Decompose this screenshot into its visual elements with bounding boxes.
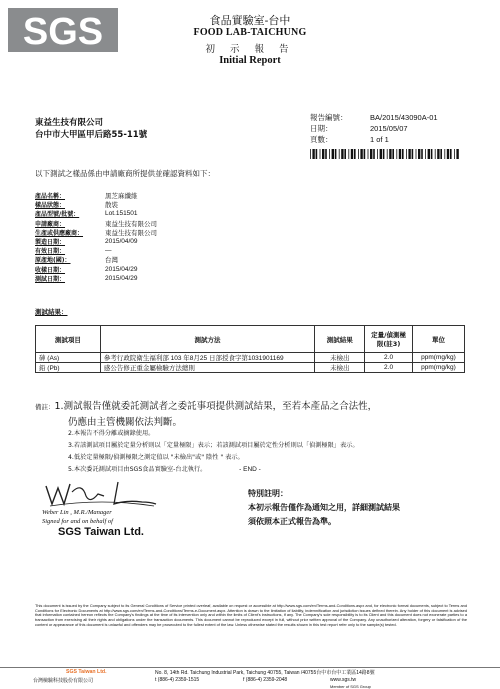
remark-1 xyxy=(35,398,377,412)
report-meta xyxy=(310,112,438,145)
barcode-bar xyxy=(425,149,426,159)
info-label: 申請廠商： xyxy=(35,220,66,228)
cell-method: 參考行政院衛生福利部 103 年8月25 日部授食字第1031901169 xyxy=(100,353,314,363)
info-label: 有效日期： xyxy=(35,248,66,256)
cell-limit: 2.0 xyxy=(365,353,413,363)
barcode xyxy=(310,146,460,156)
table-row xyxy=(36,353,465,363)
signer-block xyxy=(42,508,113,526)
barcode-bar xyxy=(348,149,349,159)
report-page-label: 頁數： xyxy=(310,135,333,144)
footer-member: Member of SGS Group xyxy=(330,684,371,689)
remark-1-line-b: 仍應由主管機關依法判斷。 xyxy=(68,417,183,428)
info-value: Lot.151501 xyxy=(105,210,138,218)
info-label: 產品型號/批號： xyxy=(35,211,80,219)
barcode-bar xyxy=(396,149,397,159)
barcode-bar xyxy=(412,149,414,159)
report-no-label: 報告編號： xyxy=(310,113,348,122)
info-value: 台灣 xyxy=(105,257,118,265)
barcode-bar xyxy=(431,149,433,159)
barcode-bar xyxy=(450,149,452,159)
info-label: 收樣日期： xyxy=(35,266,66,274)
footer-tel: t (886-4) 2359-1515 xyxy=(155,677,200,683)
intro-text: 以下測試之樣品係由申請廠商所提供並確認資料如下： xyxy=(35,169,215,178)
sample-info xyxy=(35,191,157,283)
info-row xyxy=(35,209,157,218)
special-note xyxy=(248,487,400,529)
barcode-bar xyxy=(335,149,337,159)
info-label: 測試日期： xyxy=(35,275,66,283)
remark-item: 2.本報告不得分離或摘錄使用。 xyxy=(68,430,155,437)
report-date-value: 2015/05/07 xyxy=(370,124,408,133)
footer-fax: f (886-4) 2359-2048 xyxy=(243,677,288,683)
barcode-bar xyxy=(447,149,449,159)
barcode-bar xyxy=(408,149,410,159)
barcode-bar xyxy=(360,149,362,159)
remark-item: 5.本次委託測試項目由SGS食品實驗室-台北執行。 xyxy=(68,466,207,473)
info-value: 東益生技有限公司 xyxy=(105,229,157,237)
info-value: 黑芝麻纖維 xyxy=(105,193,138,201)
barcode-bar xyxy=(454,149,455,159)
barcode-graphic xyxy=(310,149,460,159)
cell-unit: ppm(mg/kg) xyxy=(413,363,465,373)
cell-item: 砷 (As) xyxy=(36,353,101,363)
barcode-bar xyxy=(354,149,356,159)
barcode-bar xyxy=(312,149,314,159)
col-header-item: 測試項目 xyxy=(36,326,101,353)
special-note-title: 特別註明： xyxy=(248,489,288,498)
special-note-line-1: 本初示報告僅作為通知之用，詳細測試結果 xyxy=(248,503,400,512)
info-label: 樣品狀態： xyxy=(35,202,66,210)
results-table xyxy=(35,325,465,373)
signature xyxy=(42,478,162,510)
remark-item: 3.若該測試項目屬於定量分析則以「定量極限」表示；若該測試項目屬於定性分析則以「偵測極限」表示。 xyxy=(68,442,359,449)
barcode-bar xyxy=(440,149,442,159)
lab-title-zh: 食品實驗室-台中 xyxy=(209,14,291,27)
info-value: 2015/04/09 xyxy=(105,238,138,246)
remark-item: 4.低於定量極限/偵測極限之測定值以 "未檢出"或" 陰性 " 表示。 xyxy=(68,454,244,461)
cell-result: 未檢出 xyxy=(315,363,365,373)
client-address: 台中市大甲區甲后路55-11號 xyxy=(35,130,148,140)
barcode-bar xyxy=(344,149,346,159)
barcode-bar xyxy=(380,149,382,159)
barcode-bar xyxy=(444,149,445,159)
results-title: 測試結果： xyxy=(35,308,68,316)
footer-address: No. 8, 14th Rd. Taichung Industrial Park, Taichung 40755, Taiwan /40755台中市台中工業區14路8號 xyxy=(155,670,375,676)
report-no-row xyxy=(310,112,438,123)
barcode-bar xyxy=(383,149,385,159)
report-date-label: 日期： xyxy=(310,124,333,133)
barcode-bar xyxy=(322,149,324,159)
col-header-unit: 單位 xyxy=(413,326,465,353)
col-header-result: 測試結果 xyxy=(315,326,365,353)
barcode-bar xyxy=(320,149,321,159)
barcode-bar xyxy=(456,149,458,159)
client-block xyxy=(35,117,147,141)
info-value: 2015/04/29 xyxy=(105,274,138,282)
barcode-bar xyxy=(373,149,375,159)
barcode-bar xyxy=(329,149,330,159)
table-row xyxy=(36,363,465,373)
lab-title-en: FOOD LAB-TAICHUNG xyxy=(193,27,307,38)
report-page-value: 1 of 1 xyxy=(370,135,389,144)
info-row xyxy=(35,274,157,283)
barcode-bar xyxy=(418,149,420,159)
signer-company: SGS Taiwan Ltd. xyxy=(58,526,144,538)
info-value: 2015/04/29 xyxy=(105,265,138,273)
special-note-line-2: 須依照本正式報告為準。 xyxy=(248,517,336,526)
info-label: 生產或供應廠商： xyxy=(35,229,84,237)
info-label: 原產地(國)： xyxy=(35,257,71,265)
cell-result: 未檢出 xyxy=(315,353,365,363)
info-row xyxy=(35,219,157,228)
cell-method: 感公告修正重金屬檢驗方法總則 xyxy=(100,363,314,373)
barcode-bar xyxy=(339,149,340,159)
info-row xyxy=(35,200,157,209)
signer-name: Weber Lin , M.R./Manager xyxy=(42,509,112,516)
report-date-row xyxy=(310,123,438,134)
report-no-value: BA/2015/43090A-01 xyxy=(370,113,438,122)
barcode-bar xyxy=(332,149,334,159)
client-name: 東益生技有限公司 xyxy=(35,118,104,128)
info-row xyxy=(35,237,157,246)
barcode-bar xyxy=(351,149,353,159)
barcode-bar xyxy=(358,149,359,159)
footer-divider xyxy=(0,667,500,668)
barcode-bar xyxy=(364,149,366,159)
barcode-bar xyxy=(435,149,436,159)
info-row xyxy=(35,191,157,200)
info-row xyxy=(35,228,157,237)
signed-on-behalf: Signed for and on behalf of xyxy=(42,518,113,525)
footer-web: www.sgs.tw xyxy=(330,677,357,683)
disclaimer: This document is issued by the Company subject to its General Conditions of Service printed overleaf, available on request or accessible at http://www.sgs.com/en/Terms-and-Conditions.aspx and, for electronic format documents, subject to Terms and Conditions for Electronic Documents at http://www.sgs.com/en/Terms-and-Conditions/Terms-e-Document.aspx. Attention is drawn to the limitation of liability, indemnification and jurisdiction issues defined therein. Any holder of this document is advised that information contained hereon reflects the Company's findings at the time of its intervention only and within the limits of Client's instructions, if any. The Company's sole responsibility is to its Client and this document does not exonerate parties to a transaction from exercising all their rights and obligations under the transaction documents. This document cannot be reproduced except in full, without prior written approval of the Company. Any unauthorized alteration, forgery or falsification of the content or appearance of this document is unlawful and offenders may be prosecuted to the fullest extent of the law. Unless otherwise stated the results shown in this test report refer only to the sample(s) tested. xyxy=(35,603,467,627)
logo-text: SGS xyxy=(22,11,104,52)
barcode-bar xyxy=(316,149,318,159)
cell-unit: ppm(mg/kg) xyxy=(413,353,465,363)
report-page-row xyxy=(310,134,438,145)
table-header-row xyxy=(36,326,465,353)
barcode-bar xyxy=(368,149,369,159)
report-type-en: Initial Report xyxy=(219,55,281,66)
info-value: — xyxy=(105,247,112,255)
barcode-bar xyxy=(389,149,391,159)
cell-limit: 2.0 xyxy=(365,363,413,373)
info-row xyxy=(35,246,157,255)
report-type-zh: 初 示 報 告 xyxy=(205,44,295,55)
info-value: 散裝 xyxy=(105,202,118,210)
footer-company-en: SGS Taiwan Ltd. xyxy=(66,669,107,675)
barcode-bar xyxy=(310,149,311,159)
barcode-bar xyxy=(377,149,378,159)
end-marker: - END - xyxy=(239,466,261,473)
barcode-bar xyxy=(428,149,430,159)
info-label: 產品名稱： xyxy=(35,193,66,201)
barcode-bar xyxy=(406,149,407,159)
col-header-limit: 定量/偵測極限(註3) xyxy=(365,326,413,353)
info-value: 東益生技有限公司 xyxy=(105,220,157,228)
barcode-bar xyxy=(370,149,372,159)
info-label: 製造日期： xyxy=(35,239,66,247)
barcode-bar xyxy=(421,149,423,159)
remark-1-line-a: 1.測試報告僅就委託測試者之委託事項提供測試結果，至若本產品之合法性， xyxy=(54,401,378,412)
footer-company-zh: 台灣檢驗科技股份有限公司 xyxy=(33,678,94,684)
info-row xyxy=(35,265,157,274)
info-row xyxy=(35,255,157,264)
barcode-bar xyxy=(437,149,439,159)
col-header-method: 測試方法 xyxy=(100,326,314,353)
barcode-bar xyxy=(416,149,417,159)
cell-item: 鉛 (Pb) xyxy=(36,363,101,373)
barcode-bar xyxy=(402,149,404,159)
barcode-bar xyxy=(399,149,401,159)
barcode-bar xyxy=(392,149,394,159)
barcode-bar xyxy=(387,149,388,159)
remarks-prefix: 備註： xyxy=(35,403,55,411)
barcode-bar xyxy=(341,149,343,159)
barcode-bar xyxy=(325,149,327,159)
signature-graphic xyxy=(42,478,162,510)
